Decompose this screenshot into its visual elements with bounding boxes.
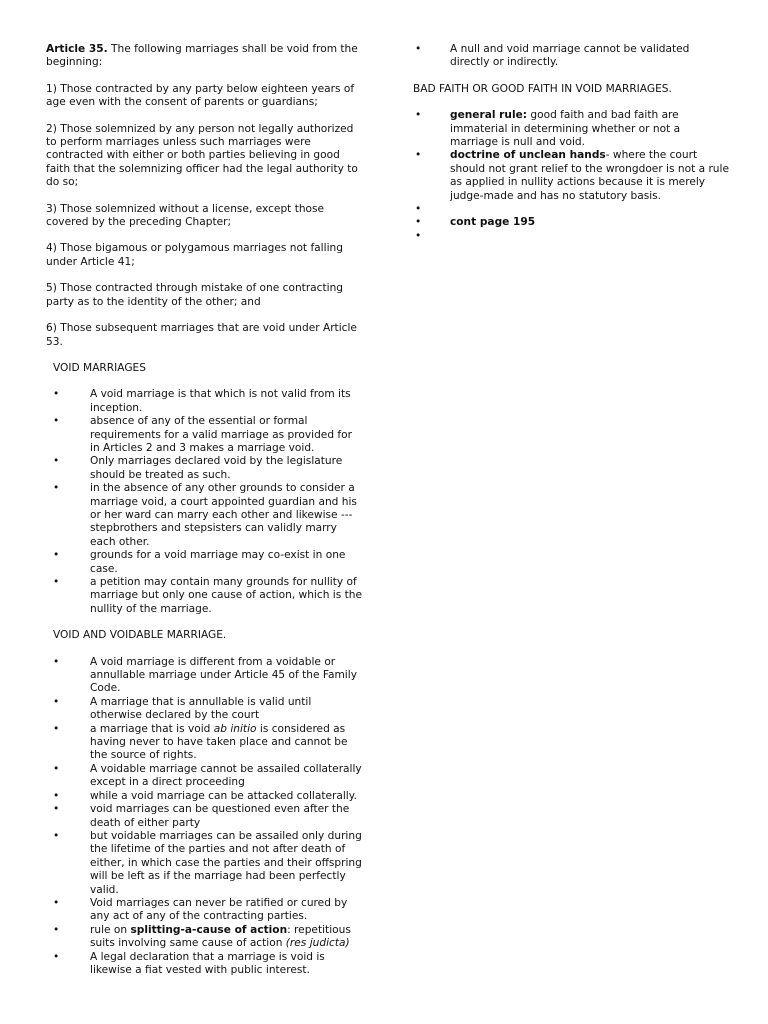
- article-item-5: 5) Those contracted through mistake of one contracting party as to the identity of the other; and: [46, 282, 344, 308]
- cont-page-label: cont page 195: [450, 216, 536, 229]
- article-title: Article 35.: [46, 43, 108, 55]
- list-item: [413, 149, 731, 203]
- list-item-text: A void marriage is different from a voidable or annullable marriage under Article 45 of the Family Code.: [90, 655, 357, 695]
- void-marriages-heading: VOID MARRIAGES: [53, 361, 146, 374]
- list-item: [46, 388, 362, 415]
- list-item: [46, 924, 362, 951]
- list-item-text: A voidable marriage cannot be assailed collaterally except in a direct proceeding: [90, 762, 362, 789]
- list-item-text: A void marriage is that which is not valid from its inception.: [90, 388, 351, 414]
- general-rule-text: good faith and bad faith are immaterial in determining whether or not a marriage is null and void.: [450, 109, 681, 149]
- right-column: [413, 43, 731, 256]
- list-item-text: Only marriages declared void by the legislature should be treated as such.: [90, 455, 343, 481]
- bullet: •: [415, 109, 422, 122]
- list-item: [46, 897, 362, 924]
- bullet: •: [53, 829, 60, 842]
- bullet: •: [53, 482, 60, 495]
- list-item: [46, 482, 362, 549]
- unclean-hands-text: - where the court should not grant relief to the wrongdoer is not a rule as applied in nullity actions because it is merely judge-made and has no statutory basis.: [450, 149, 729, 202]
- list-item: [46, 951, 362, 978]
- list-item-text: void marriages can be questioned even after the death of either party: [90, 803, 350, 829]
- article-item-4: 4) Those bigamous or polygamous marriages not falling under Article 41;: [46, 242, 343, 268]
- article-item-2: 2) Those solemnized by any person not legally authorized to perform marriages unless such marriages were contracted with either or both parties believing in good faith that the solemnizing officer had the legal authority to do so;: [46, 122, 358, 189]
- bullet: •: [53, 896, 60, 909]
- bullet: •: [53, 388, 60, 401]
- bullet: •: [53, 576, 60, 588]
- list-item: [413, 216, 731, 229]
- ab-initio-term: ab initio: [213, 722, 257, 735]
- bullet: •: [53, 722, 60, 735]
- list-item-text: A legal declaration that a marriage is void is likewise a fiat vested with public interest.: [90, 950, 325, 976]
- list-item: [46, 549, 362, 576]
- article-item-1: 1) Those contracted by any party below eighteen years of age even with the consent of parents or guardians;: [46, 82, 355, 109]
- list-item: [413, 43, 731, 70]
- general-rule-label: general rule:: [450, 109, 528, 122]
- article-item-6: 6) Those subsequent marriages that are void under Article 53.: [46, 322, 357, 348]
- bullet: •: [53, 415, 60, 428]
- unclean-hands-label: doctrine of unclean hands: [450, 149, 606, 162]
- bullet: •: [415, 216, 422, 229]
- bullet: •: [415, 203, 422, 216]
- list-item-text-cont: : repetitious suits involving same cause of action: [90, 923, 351, 950]
- bullet: •: [53, 762, 60, 775]
- list-item: [413, 203, 731, 216]
- list-item-text: rule on: [90, 923, 131, 936]
- list-item-text: but voidable marriages can be assailed only during the lifetime of the parties and not after death of either, in which case the parties and their offspring will be left as if the marriage had been perfectly valid.: [90, 829, 362, 896]
- article-intro-text: The following marriages shall be void from the beginning:: [46, 43, 358, 69]
- list-item-text: absence of any of the essential or formal requirements for a valid marriage as provided for in Articles 2 and 3 makes a marriage void.: [90, 415, 352, 454]
- null-void-list: [413, 43, 731, 70]
- list-item-text: Void marriages can never be ratified or cured by any act of any of the contracting parties.: [90, 896, 348, 923]
- bullet: •: [53, 655, 60, 668]
- splitting-cause-term: splitting-a-cause of action: [130, 923, 288, 936]
- faith-list: [413, 109, 731, 243]
- list-item: [46, 656, 362, 696]
- list-item: [46, 415, 362, 455]
- list-item-text: a marriage that is void: [90, 722, 214, 735]
- list-item: [46, 830, 362, 897]
- faith-heading: BAD FAITH OR GOOD FAITH IN VOID MARRIAGES.: [413, 82, 672, 95]
- list-item: [46, 696, 362, 723]
- bullet: •: [53, 789, 60, 802]
- bullet: •: [53, 695, 60, 708]
- article-35-intro: [46, 43, 362, 70]
- list-item-text: in the absence of any other grounds to consider a marriage void, a court appointed guardian and his or her ward can marry each other and likewise --- stepbrothers and stepsisters can validly marry each other.: [90, 482, 357, 548]
- list-item: [46, 763, 362, 790]
- bullet: •: [53, 455, 60, 468]
- list-item-text: A null and void marriage cannot be validated directly or indirectly.: [450, 43, 690, 69]
- left-column: [46, 43, 362, 990]
- void-voidable-list: [46, 656, 362, 978]
- list-item: [46, 455, 362, 482]
- list-item: [46, 576, 362, 616]
- list-item: [46, 723, 362, 763]
- bullet: •: [53, 803, 60, 816]
- bullet: •: [415, 229, 422, 242]
- bullet: •: [415, 149, 422, 162]
- bullet: •: [415, 43, 422, 55]
- bullet: •: [53, 923, 60, 936]
- list-item: [46, 803, 362, 830]
- list-item-text: while a void marriage can be attacked collaterally.: [90, 789, 357, 802]
- bullet: •: [53, 950, 60, 963]
- list-item-text-cont: is considered as having never to have taken place and cannot be the source of rights.: [90, 722, 348, 762]
- void-marriages-list: [46, 388, 362, 616]
- bullet: •: [53, 549, 60, 562]
- void-voidable-heading: VOID AND VOIDABLE MARRIAGE.: [53, 629, 227, 642]
- list-item-text: A marriage that is annullable is valid until otherwise declared by the court: [90, 695, 312, 722]
- article-item-3: 3) Those solemnized without a license, except those covered by the preceding Chapter;: [46, 202, 325, 229]
- list-item: [413, 230, 731, 243]
- list-item: [46, 790, 362, 803]
- list-item-text: grounds for a void marriage may co-exist in one case.: [90, 549, 346, 575]
- list-item-text: a petition may contain many grounds for nullity of marriage but only one cause of action, which is the nullity of the marriage.: [90, 576, 362, 615]
- list-item: [413, 109, 731, 149]
- res-judicata-term: (res judicta): [285, 937, 350, 950]
